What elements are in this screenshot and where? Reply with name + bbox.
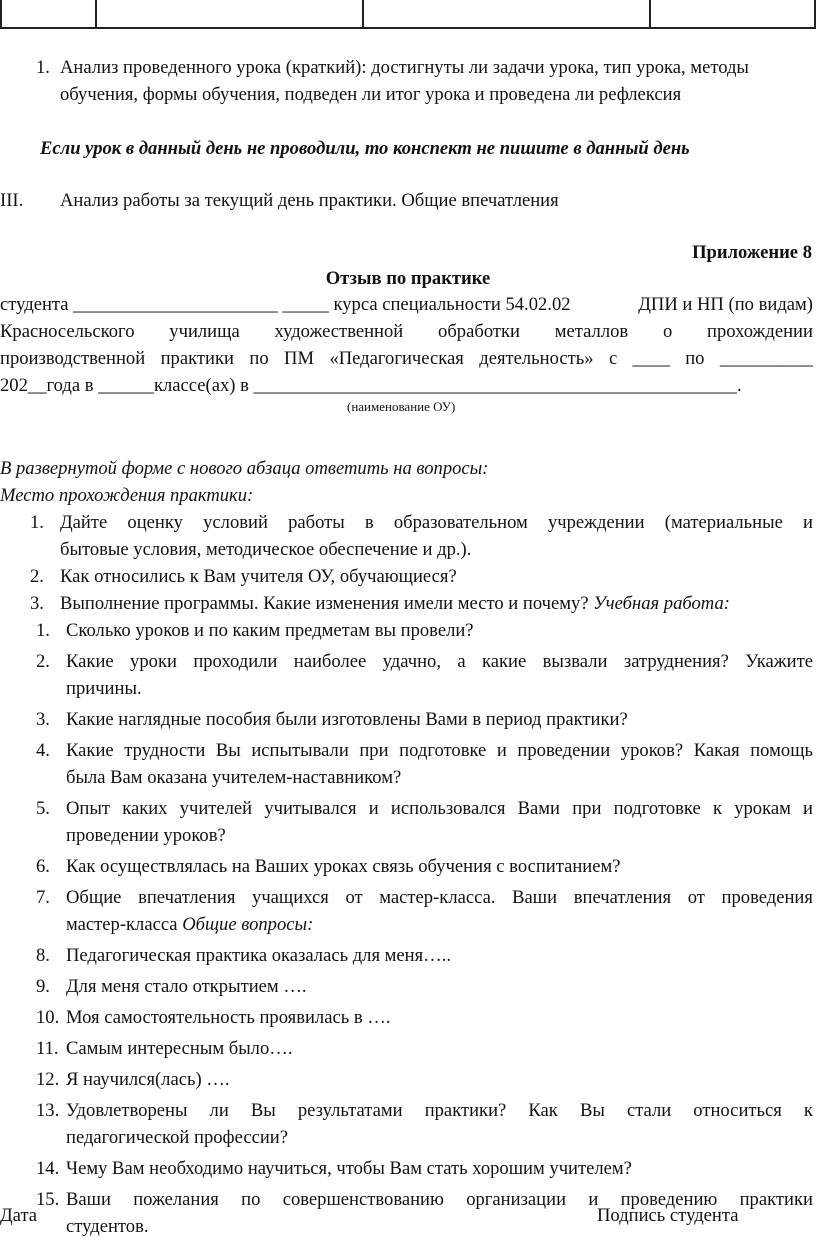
signature-label: Подпись студента — [597, 1205, 739, 1226]
list-item-text: Удовлетворены ли Вы результатами практики? Как Вы стали относиться к — [66, 1100, 813, 1121]
place-of-practice-label: Место прохождения практики: — [0, 485, 254, 506]
list-item-text: Моя самостоятельность проявилась в …. — [66, 1007, 391, 1028]
list-item-number: 13. — [36, 1100, 60, 1121]
list-item-text: Самым интересным было…. — [66, 1038, 293, 1059]
list-item-text: Для меня стало открытием …. — [66, 976, 307, 997]
list-item-number: 2. — [30, 566, 44, 587]
list-item-text: причины. — [66, 678, 142, 699]
review-word: деятельность» — [479, 348, 594, 369]
review-word: с — [608, 348, 618, 369]
review-word: производственной — [0, 348, 146, 369]
list-item-text: Как осуществлялась на Ваших уроках связь обучения с воспитанием? — [66, 856, 621, 877]
review-line-4: 202__года в ______классе(ах) в ____________________________________________________. — [0, 375, 742, 396]
table-cell-divider — [0, 0, 2, 28]
list-item-number: 2. — [36, 651, 50, 672]
table-cell-divider — [362, 0, 364, 28]
list-item-text: Опыт каких учителей учитывался и использовался Вами при подготовке к урокам и — [66, 798, 813, 819]
list-item-number: 14. — [36, 1158, 60, 1179]
review-word: художественной — [274, 321, 404, 342]
review-word: училища — [169, 321, 240, 342]
list-item-number: 1. — [36, 57, 50, 78]
ou-caption: (наименование ОУ) — [347, 399, 456, 414]
list-item-text: Педагогическая практика оказалась для меня….. — [66, 945, 452, 966]
table-cell-divider — [649, 0, 651, 28]
list-item-text: студентов. — [66, 1216, 149, 1237]
review-line-3 — [0, 350, 813, 369]
list-item-number: 12. — [36, 1069, 60, 1090]
review-word: прохождении — [707, 321, 813, 342]
list-item-number: 11. — [36, 1038, 59, 1059]
list-item-text: была Вам оказана учителем-наставником? — [66, 767, 402, 788]
list-item: Дайте оценку условий работы в образовательном учреждении (материальные и — [60, 512, 813, 533]
list-item-number: 10. — [36, 1007, 60, 1028]
table-fragment — [0, 0, 816, 28]
list-item-text: бытовые условия, методическое обеспечение и др.). — [60, 539, 472, 560]
list-item-number: 8. — [36, 945, 50, 966]
review-word: о — [662, 321, 673, 342]
review-text: ДПИ и НП (по видам) — [638, 294, 813, 315]
list-item-text: проведении уроков? — [66, 825, 226, 846]
table-bottom-border — [0, 27, 816, 29]
list-item-text: педагогической профессии? — [66, 1127, 288, 1148]
list-item-text: Какие трудности Вы испытывали при подготовке и проведении уроков? Какая помощь — [66, 740, 813, 761]
list-item-text: Я научился(лась) …. — [66, 1069, 230, 1090]
intro-instruction: В развернутой форме с нового абзаца ответить на вопросы: — [0, 458, 489, 479]
review-word: практики — [160, 348, 234, 369]
list-item-number: 15. — [36, 1189, 60, 1210]
list-item-text: Как относились к Вам учителя ОУ, обучающиеся? — [60, 566, 457, 587]
review-word: ПМ — [284, 348, 315, 369]
list-item-number: 3. — [36, 709, 50, 730]
review-word: ____ — [632, 348, 670, 369]
list-item-number: 4. — [36, 740, 50, 761]
list-item-number: 9. — [36, 976, 50, 997]
review-line-1 — [0, 296, 813, 315]
list-item-text: Какие уроки проходили наиболее удачно, а какие вызвали затруднения? Укажите — [66, 651, 813, 672]
review-word: обработки — [438, 321, 520, 342]
review-word: по — [685, 348, 705, 369]
appendix-label: Приложение 8 — [692, 242, 812, 263]
review-word: Красносельского — [0, 321, 135, 342]
list-item-text: Сколько уроков и по каким предметам вы провели? — [66, 620, 474, 641]
list-item-number: 7. — [36, 887, 50, 908]
list-item-number: 1. — [30, 512, 44, 533]
list-item-text: Чему Вам необходимо научиться, чтобы Вам стать хорошим учителем? — [66, 1158, 632, 1179]
review-word: __________ — [719, 348, 813, 369]
section-title: Анализ работы за текущий день практики. Общие впечатления — [60, 190, 559, 211]
review-line-2 — [0, 323, 813, 342]
list-item-text: Выполнение программы. Какие изменения имели место и почему? Учебная работа: — [60, 593, 730, 614]
review-title: Отзыв по практике — [325, 268, 491, 289]
list-item-number: 5. — [36, 798, 50, 819]
review-word: по — [249, 348, 269, 369]
list-item-number: 3. — [30, 593, 44, 614]
table-cell-divider — [814, 0, 816, 28]
review-word: «Педагогическая — [329, 348, 464, 369]
table-cell-divider — [95, 0, 97, 28]
list-item-text: Ваши пожелания по совершенствованию организации и проведению практики — [66, 1189, 813, 1210]
date-label: Дата — [0, 1205, 38, 1226]
analysis-line-2: обучения, формы обучения, подведен ли итог урока и проведена ли рефлексия — [60, 84, 682, 105]
section-number: III. — [0, 190, 24, 211]
analysis-line-1: Анализ проведенного урока (краткий): достигнуты ли задачи урока, тип урока, методы — [60, 57, 749, 78]
list-item-text: мастер-класса Общие вопросы: — [66, 914, 314, 935]
list-item-text: Какие наглядные пособия были изготовлены Вами в период практики? — [66, 709, 628, 730]
list-item-number: 1. — [36, 620, 50, 641]
review-text: студента ______________________ _____ курса специальности 54.02.02 — [0, 294, 571, 315]
review-word: металлов — [554, 321, 629, 342]
list-item-number: 6. — [36, 856, 50, 877]
no-lesson-note: Если урок в данный день не проводили, то конспект не пишите в данный день — [40, 138, 690, 159]
list-item-text: Общие впечатления учащихся от мастер-класса. Ваши впечатления от проведения — [66, 887, 813, 908]
